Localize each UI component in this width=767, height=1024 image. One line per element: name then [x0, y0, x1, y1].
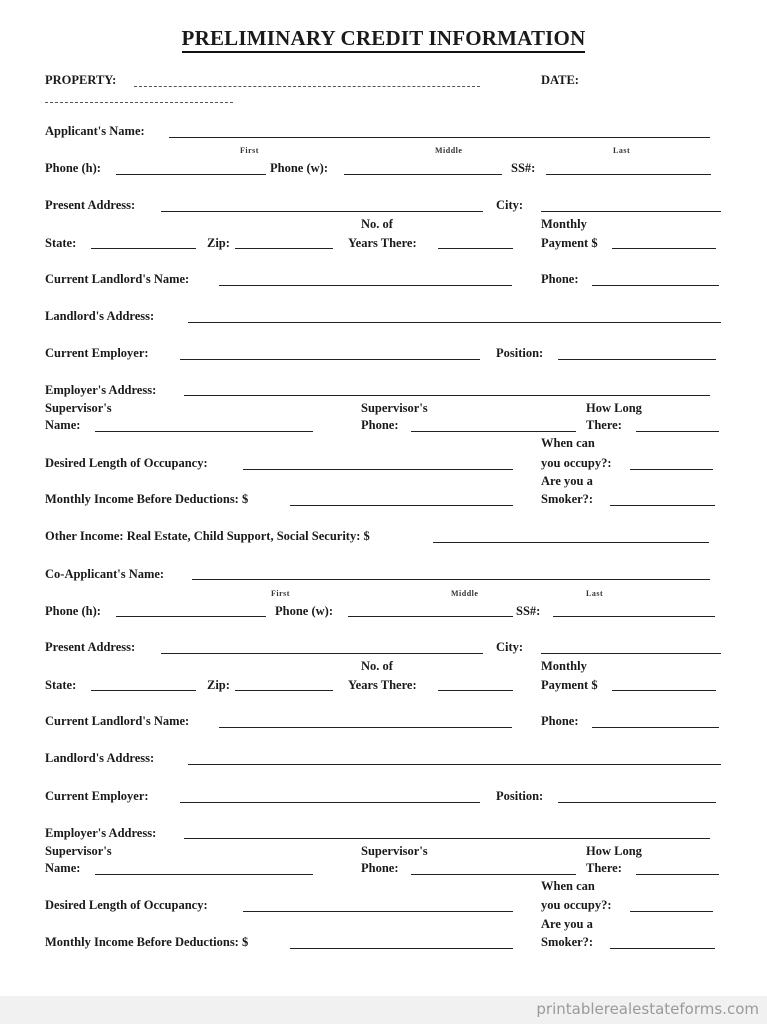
no-of-label: No. of [361, 217, 393, 231]
desired-length-field[interactable] [243, 469, 513, 470]
co-payment-label: Payment $ [541, 678, 598, 692]
co-phone-home-field[interactable] [116, 616, 266, 617]
monthly-label: Monthly [541, 217, 587, 231]
supervisor-name-field[interactable] [95, 431, 313, 432]
phone-home-label: Phone (h): [45, 161, 101, 175]
co-applicant-name-label: Co-Applicant's Name: [45, 567, 165, 581]
watermark-text: printablerealestateforms.com [536, 1000, 759, 1018]
co-landlord-name-label: Current Landlord's Name: [45, 714, 190, 728]
years-there-label: Years There: [348, 236, 417, 250]
landlord-address-label: Landlord's Address: [45, 309, 155, 323]
co-landlord-address-field[interactable] [188, 764, 721, 765]
first-hint: First [240, 146, 259, 155]
co-payment-field[interactable] [612, 690, 716, 691]
co-landlord-address-label: Landlord's Address: [45, 751, 155, 765]
smoker-label: Smoker?: [541, 492, 594, 506]
city-label: City: [496, 198, 524, 212]
co-how-long-label-top: How Long [586, 844, 642, 858]
co-present-address-field[interactable] [161, 653, 483, 654]
watermark-bar [0, 996, 767, 1024]
employer-address-field[interactable] [184, 395, 710, 396]
employer-address-label: Employer's Address: [45, 383, 157, 397]
co-middle-hint: Middle [451, 589, 479, 598]
city-field[interactable] [541, 211, 721, 212]
smoker-label-top: Are you a [541, 474, 593, 488]
page-title: PRELIMINARY CREDIT INFORMATION [0, 26, 767, 51]
supervisor-phone-label-top: Supervisor's [361, 401, 428, 415]
landlord-name-field[interactable] [219, 285, 512, 286]
co-phone-home-label: Phone (h): [45, 604, 101, 618]
co-supervisor-name-label-top: Supervisor's [45, 844, 112, 858]
property-field[interactable] [134, 86, 480, 87]
co-applicant-name-field[interactable] [192, 579, 710, 580]
co-first-hint: First [271, 589, 290, 598]
middle-hint: Middle [435, 146, 463, 155]
co-zip-field[interactable] [235, 690, 333, 691]
other-income-label: Other Income: Real Estate, Child Support, Social Security: $ [45, 529, 370, 543]
co-monthly-income-label: Monthly Income Before Deductions: $ [45, 935, 249, 949]
phone-home-field[interactable] [116, 174, 266, 175]
co-how-long-field[interactable] [636, 874, 719, 875]
co-desired-length-field[interactable] [243, 911, 513, 912]
years-there-field[interactable] [438, 248, 513, 249]
date-field[interactable] [45, 102, 233, 103]
co-supervisor-phone-label-top: Supervisor's [361, 844, 428, 858]
desired-length-label: Desired Length of Occupancy: [45, 456, 208, 470]
co-monthly-income-field[interactable] [290, 948, 513, 949]
co-employer-field[interactable] [180, 802, 480, 803]
co-supervisor-name-label: Name: [45, 861, 81, 875]
present-address-label: Present Address: [45, 198, 136, 212]
last-hint: Last [613, 146, 631, 155]
zip-label: Zip: [207, 236, 230, 250]
co-phone-work-label: Phone (w): [275, 604, 333, 618]
co-smoker-field[interactable] [610, 948, 715, 949]
co-state-label: State: [45, 678, 77, 692]
co-no-of-label: No. of [361, 659, 393, 673]
co-employer-address-label: Employer's Address: [45, 826, 157, 840]
co-phone-work-field[interactable] [348, 616, 513, 617]
phone-work-field[interactable] [344, 174, 502, 175]
co-landlord-phone-field[interactable] [592, 727, 719, 728]
applicant-name-field[interactable] [169, 137, 710, 138]
state-label: State: [45, 236, 77, 250]
co-position-field[interactable] [558, 802, 716, 803]
date-label: DATE: [541, 73, 579, 87]
co-smoker-label: Smoker?: [541, 935, 594, 949]
co-city-field[interactable] [541, 653, 721, 654]
co-when-occupy-label: you occupy?: [541, 898, 612, 912]
co-landlord-name-field[interactable] [219, 727, 512, 728]
monthly-income-label: Monthly Income Before Deductions: $ [45, 492, 249, 506]
co-when-occupy-field[interactable] [630, 911, 713, 912]
how-long-label-top: How Long [586, 401, 642, 415]
monthly-income-field[interactable] [290, 505, 513, 506]
co-years-there-field[interactable] [438, 690, 513, 691]
co-present-address-label: Present Address: [45, 640, 136, 654]
co-position-label: Position: [496, 789, 544, 803]
how-long-field[interactable] [636, 431, 719, 432]
co-years-there-label: Years There: [348, 678, 417, 692]
property-label: PROPERTY: [45, 73, 117, 87]
co-supervisor-phone-label: Phone: [361, 861, 399, 875]
other-income-field[interactable] [433, 542, 709, 543]
landlord-phone-label: Phone: [541, 272, 579, 286]
co-city-label: City: [496, 640, 524, 654]
ss-label: SS#: [511, 161, 536, 175]
supervisor-name-label-top: Supervisor's [45, 401, 112, 415]
co-ss-label: SS#: [516, 604, 541, 618]
landlord-phone-field[interactable] [592, 285, 719, 286]
co-when-occupy-label-top: When can [541, 879, 595, 893]
co-last-hint: Last [586, 589, 604, 598]
when-occupy-label-top: When can [541, 436, 595, 450]
ss-field[interactable] [546, 174, 711, 175]
state-field[interactable] [91, 248, 196, 249]
present-address-field[interactable] [161, 211, 483, 212]
position-field[interactable] [558, 359, 716, 360]
applicant-name-label: Applicant's Name: [45, 124, 145, 138]
when-occupy-field[interactable] [630, 469, 713, 470]
co-state-field[interactable] [91, 690, 196, 691]
co-smoker-label-top: Are you a [541, 917, 593, 931]
payment-label: Payment $ [541, 236, 598, 250]
co-employer-label: Current Employer: [45, 789, 149, 803]
co-supervisor-phone-field[interactable] [411, 874, 576, 875]
co-desired-length-label: Desired Length of Occupancy: [45, 898, 208, 912]
co-employer-address-field[interactable] [184, 838, 710, 839]
phone-work-label: Phone (w): [270, 161, 328, 175]
co-supervisor-name-field[interactable] [95, 874, 313, 875]
supervisor-phone-field[interactable] [411, 431, 576, 432]
co-monthly-label: Monthly [541, 659, 587, 673]
how-long-label: There: [586, 418, 622, 432]
payment-field[interactable] [612, 248, 716, 249]
when-occupy-label: you occupy?: [541, 456, 612, 470]
landlord-name-label: Current Landlord's Name: [45, 272, 190, 286]
zip-field[interactable] [235, 248, 333, 249]
co-ss-field[interactable] [553, 616, 715, 617]
landlord-address-field[interactable] [188, 322, 721, 323]
employer-field[interactable] [180, 359, 480, 360]
smoker-field[interactable] [610, 505, 715, 506]
supervisor-name-label: Name: [45, 418, 81, 432]
co-how-long-label: There: [586, 861, 622, 875]
supervisor-phone-label: Phone: [361, 418, 399, 432]
co-zip-label: Zip: [207, 678, 230, 692]
employer-label: Current Employer: [45, 346, 149, 360]
position-label: Position: [496, 346, 544, 360]
co-landlord-phone-label: Phone: [541, 714, 579, 728]
